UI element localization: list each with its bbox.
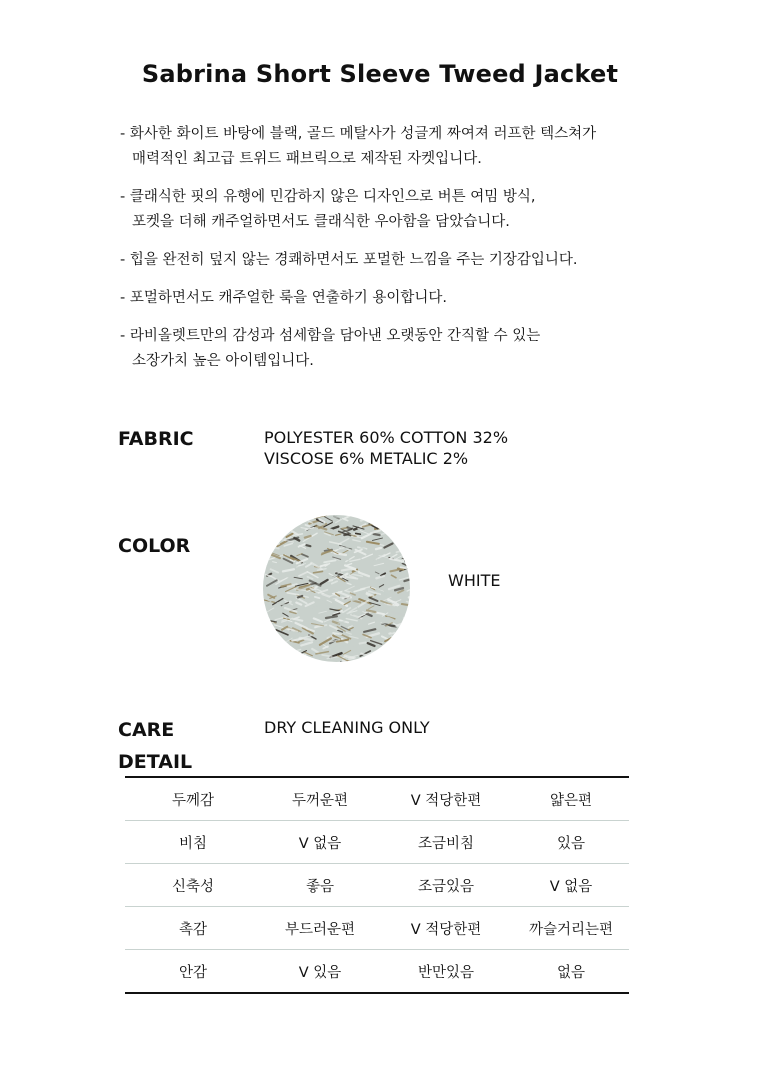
table-row xyxy=(125,950,629,994)
table-row xyxy=(125,907,629,950)
table-row xyxy=(125,777,629,821)
fabric-line: POLYESTER 60% COTTON 32% xyxy=(264,428,509,447)
table-cell: 두께감 xyxy=(125,777,261,821)
description-line: 포켓을 더해 캐주얼하면서도 클래식한 우아함을 담았습니다. xyxy=(132,214,510,230)
tweed-thread xyxy=(398,638,403,640)
care-value: DRY CLEANING ONLY xyxy=(264,718,430,737)
tweed-thread xyxy=(374,534,380,535)
tweed-texture xyxy=(263,515,410,662)
description-line: - 화사한 화이트 바탕에 블랙, 골드 메탈사가 성글게 짜여져 러프한 텍스쳐가 xyxy=(120,126,597,142)
tweed-thread xyxy=(383,648,392,653)
tweed-thread xyxy=(344,534,348,535)
tweed-thread xyxy=(266,539,274,543)
tweed-thread xyxy=(392,582,398,583)
tweed-thread xyxy=(405,561,410,563)
description-line: - 클래식한 핏의 유행에 민감하지 않은 디자인으로 버튼 여밈 방식, xyxy=(120,189,536,205)
table-cell: 비침 xyxy=(125,821,261,864)
tweed-thread xyxy=(288,515,298,521)
description-item xyxy=(120,185,720,235)
tweed-thread xyxy=(276,521,288,523)
description-item xyxy=(120,286,720,311)
table-cell: 있음 xyxy=(513,821,629,864)
table-cell: 신축성 xyxy=(125,864,261,907)
tweed-thread xyxy=(380,521,384,522)
tweed-thread xyxy=(287,523,294,527)
tweed-thread xyxy=(391,642,401,645)
tweed-thread xyxy=(361,515,367,516)
tweed-thread xyxy=(279,649,286,653)
tweed-thread xyxy=(279,652,288,658)
tweed-thread xyxy=(361,516,371,521)
tweed-thread xyxy=(376,548,381,549)
color-name: WHITE xyxy=(448,571,501,590)
tweed-thread xyxy=(406,555,410,557)
tweed-thread xyxy=(315,597,320,598)
table-row xyxy=(125,821,629,864)
tweed-thread xyxy=(268,639,273,640)
tweed-thread xyxy=(406,563,410,564)
table-cell: 촉감 xyxy=(125,907,261,950)
table-cell: 부드러운편 xyxy=(261,907,379,950)
fabric-line: VISCOSE 6% METALIC 2% xyxy=(264,449,469,468)
table-cell: 까슬거리는편 xyxy=(513,907,629,950)
tweed-thread xyxy=(388,605,395,606)
table-cell: 안감 xyxy=(178,964,207,981)
tweed-thread xyxy=(404,637,409,639)
tweed-thread xyxy=(356,533,361,534)
tweed-thread xyxy=(387,655,394,658)
tweed-thread xyxy=(264,644,271,645)
spec-table xyxy=(125,776,629,994)
tweed-thread xyxy=(394,536,398,538)
tweed-thread xyxy=(266,550,272,553)
table-cell: 얇은편 xyxy=(513,777,629,821)
tweed-thread xyxy=(289,515,293,516)
product-title: Sabrina Short Sleeve Tweed Jacket xyxy=(141,60,619,88)
tweed-thread xyxy=(288,657,296,660)
care-label-line: CARE xyxy=(118,719,175,741)
description-list xyxy=(120,122,720,387)
tweed-thread xyxy=(399,524,403,525)
table-cell: V 적당한편 xyxy=(379,777,513,821)
tweed-thread xyxy=(287,651,298,657)
tweed-thread xyxy=(276,521,287,526)
tweed-thread xyxy=(401,543,410,547)
tweed-thread xyxy=(287,517,298,521)
tweed-thread xyxy=(266,516,270,518)
description-line: - 힙을 완전히 덮지 않는 경쾌하면서도 포멀한 느낌을 주는 기장감입니다. xyxy=(120,252,578,268)
fabric-label: FABRIC xyxy=(118,428,194,450)
tweed-thread xyxy=(348,527,352,529)
tweed-thread xyxy=(277,657,288,660)
tweed-thread xyxy=(296,661,302,662)
tweed-thread xyxy=(390,658,395,659)
tweed-thread xyxy=(267,538,277,542)
tweed-thread xyxy=(398,517,405,519)
tweed-thread xyxy=(290,522,299,527)
description-line: - 라비올렛트만의 감성과 섬세함을 담아낸 오랫동안 간직할 수 있는 xyxy=(120,328,541,344)
fabric-value xyxy=(264,427,508,469)
tweed-thread xyxy=(273,539,278,540)
tweed-thread xyxy=(405,533,410,538)
description-item xyxy=(120,324,720,374)
tweed-thread xyxy=(360,643,366,644)
tweed-thread xyxy=(406,641,410,642)
table-cell: 조금비침 xyxy=(379,821,513,864)
tweed-thread xyxy=(273,524,280,526)
tweed-thread xyxy=(272,530,282,535)
tweed-thread xyxy=(264,643,275,646)
tweed-thread xyxy=(391,636,398,638)
tweed-thread xyxy=(407,658,410,660)
table-cell: 없음 xyxy=(556,964,585,981)
table-cell: V 없음 xyxy=(261,821,379,864)
tweed-thread xyxy=(405,553,410,555)
care-label-line: DETAIL xyxy=(118,751,193,773)
tweed-thread xyxy=(275,534,280,537)
tweed-thread xyxy=(274,643,283,647)
tweed-thread xyxy=(388,520,392,521)
tweed-thread xyxy=(390,532,401,536)
description-item xyxy=(120,248,720,273)
tweed-thread xyxy=(288,519,293,521)
tweed-thread xyxy=(379,517,387,518)
tweed-thread xyxy=(274,548,279,549)
tweed-thread xyxy=(275,648,284,653)
tweed-thread xyxy=(279,651,287,655)
tweed-thread xyxy=(333,633,341,634)
tweed-thread xyxy=(269,521,281,524)
tweed-thread xyxy=(368,579,374,580)
tweed-thread xyxy=(267,649,279,651)
tweed-thread xyxy=(268,645,273,646)
tweed-thread xyxy=(401,537,406,539)
tweed-thread xyxy=(394,518,400,520)
tweed-thread xyxy=(401,567,408,568)
table-cell: V 없음 xyxy=(513,864,629,907)
description-line: 매력적인 최고급 트위드 패브릭으로 제작된 자켓입니다. xyxy=(132,151,482,167)
tweed-thread xyxy=(347,660,357,662)
description-item xyxy=(120,122,720,172)
color-label: COLOR xyxy=(118,535,191,557)
table-cell: 반만있음 xyxy=(417,964,475,981)
tweed-thread xyxy=(283,517,293,521)
tweed-thread xyxy=(292,653,302,659)
tweed-thread xyxy=(405,530,411,534)
tweed-thread xyxy=(269,526,277,528)
tweed-thread xyxy=(398,524,409,529)
fabric-swatch-image xyxy=(263,515,410,662)
description-line: - 포멀하면서도 캐주얼한 룩을 연출하기 용이합니다. xyxy=(120,290,448,306)
tweed-thread xyxy=(380,515,391,517)
tweed-thread xyxy=(379,521,386,522)
tweed-thread xyxy=(274,530,280,531)
care-label xyxy=(118,714,192,778)
tweed-thread xyxy=(384,647,389,648)
tweed-thread xyxy=(408,616,410,619)
table-cell: 좋음 xyxy=(261,864,379,907)
table-cell: 두꺼운편 xyxy=(261,777,379,821)
tweed-thread xyxy=(408,516,410,518)
table-cell: V 적당한편 xyxy=(379,907,513,950)
tweed-thread xyxy=(289,630,295,631)
tweed-thread xyxy=(306,660,310,662)
tweed-thread xyxy=(333,516,341,517)
tweed-thread xyxy=(400,656,406,657)
tweed-thread xyxy=(375,519,382,521)
table-cell: V 있음 xyxy=(298,964,342,981)
tweed-thread xyxy=(298,655,304,657)
tweed-thread xyxy=(305,536,311,538)
description-line: 소장가치 높은 아이템입니다. xyxy=(132,353,314,369)
tweed-thread xyxy=(393,520,403,522)
table-cell: 조금있음 xyxy=(379,864,513,907)
tweed-thread xyxy=(306,545,310,546)
tweed-thread xyxy=(264,639,276,642)
table-row xyxy=(125,864,629,907)
tweed-thread xyxy=(386,529,391,532)
